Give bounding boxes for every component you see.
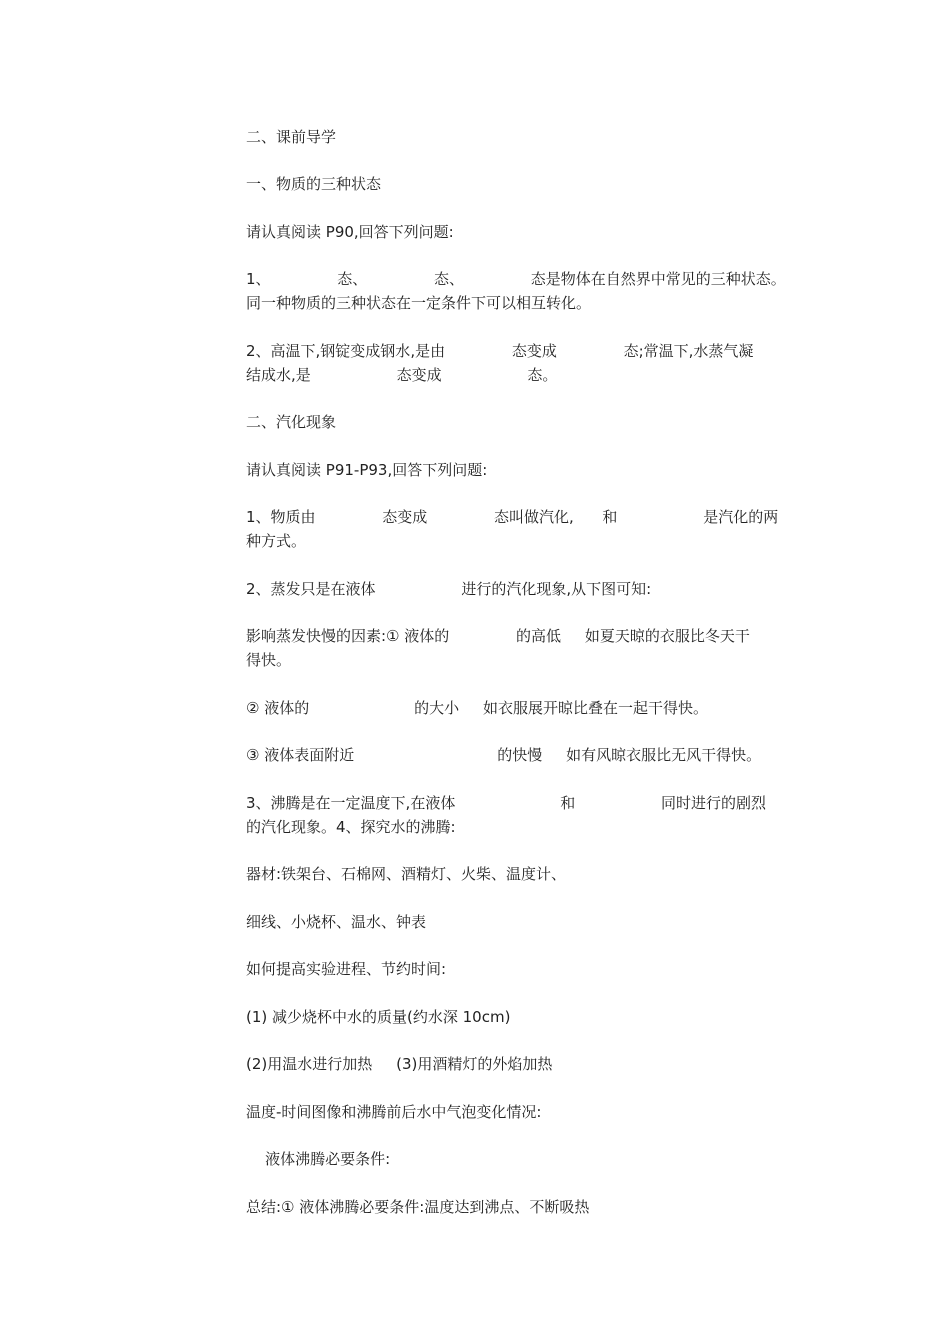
evaporation-factor-2: ② 液体的 的大小 如衣服展开晾比叠在一起干得快。 (246, 699, 708, 717)
section-states-of-matter: 一、物质的三种状态 (246, 175, 382, 193)
boiling-q3-line-2: 的汽化现象。4、探究水的沸腾: (246, 818, 456, 836)
method-1: (1) 减少烧杯中水的质量(约水深 10cm) (246, 1008, 511, 1026)
method-2-3: (2)用温水进行加热 (3)用酒精灯的外焰加热 (246, 1055, 553, 1073)
question-2-line-1: 2、高温下,钢锭变成钢水,是由 态变成 态;常温下,水蒸气凝 (246, 342, 754, 360)
vaporization-q1-line-1: 1、物质由 态变成 态叫做汽化, 和 是汽化的两 (246, 508, 779, 526)
vaporization-q1-line-2: 种方式。 (246, 532, 307, 550)
boiling-conditions: 液体沸腾必要条件: (246, 1150, 391, 1168)
evaporation-q2: 2、蒸发只是在液体 进行的汽化现象,从下图可知: (246, 580, 652, 598)
temperature-time-graph: 温度-时间图像和沸腾前后水中气泡变化情况: (246, 1103, 542, 1121)
equipment-line-2: 细线、小烧杯、温水、钟表 (246, 913, 427, 931)
evaporation-factor-1-line-1: 影响蒸发快慢的因素:① 液体的 的高低 如夏天晾的衣服比冬天干 (246, 627, 750, 645)
improve-experiment: 如何提高实验进程、节约时间: (246, 960, 447, 978)
summary: 总结:① 液体沸腾必要条件:温度达到沸点、不断吸热 (246, 1198, 590, 1216)
section-vaporization: 二、汽化现象 (246, 413, 337, 431)
instruction-p91-p93: 请认真阅读 P91-P93,回答下列问题: (246, 461, 488, 479)
boiling-q3-line-1: 3、沸腾是在一定温度下,在液体 和 同时进行的剧烈 (246, 794, 767, 812)
equipment-line-1: 器材:铁架台、石棉网、酒精灯、火柴、温度计、 (246, 865, 567, 883)
evaporation-factor-3: ③ 液体表面附近 的快慢 如有风晾衣服比无风干得快。 (246, 746, 762, 764)
question-1-line-2: 同一种物质的三种状态在一定条件下可以相互转化。 (246, 294, 592, 312)
question-2-line-2: 结成水,是 态变成 态。 (246, 366, 558, 384)
heading-preview: 二、课前导学 (246, 128, 337, 146)
question-1-line-1: 1、 态、 态、 态是物体在自然界中常见的三种状态。 (246, 270, 786, 288)
instruction-p90: 请认真阅读 P90,回答下列问题: (246, 223, 454, 241)
evaporation-factor-1-line-2: 得快。 (246, 651, 292, 669)
